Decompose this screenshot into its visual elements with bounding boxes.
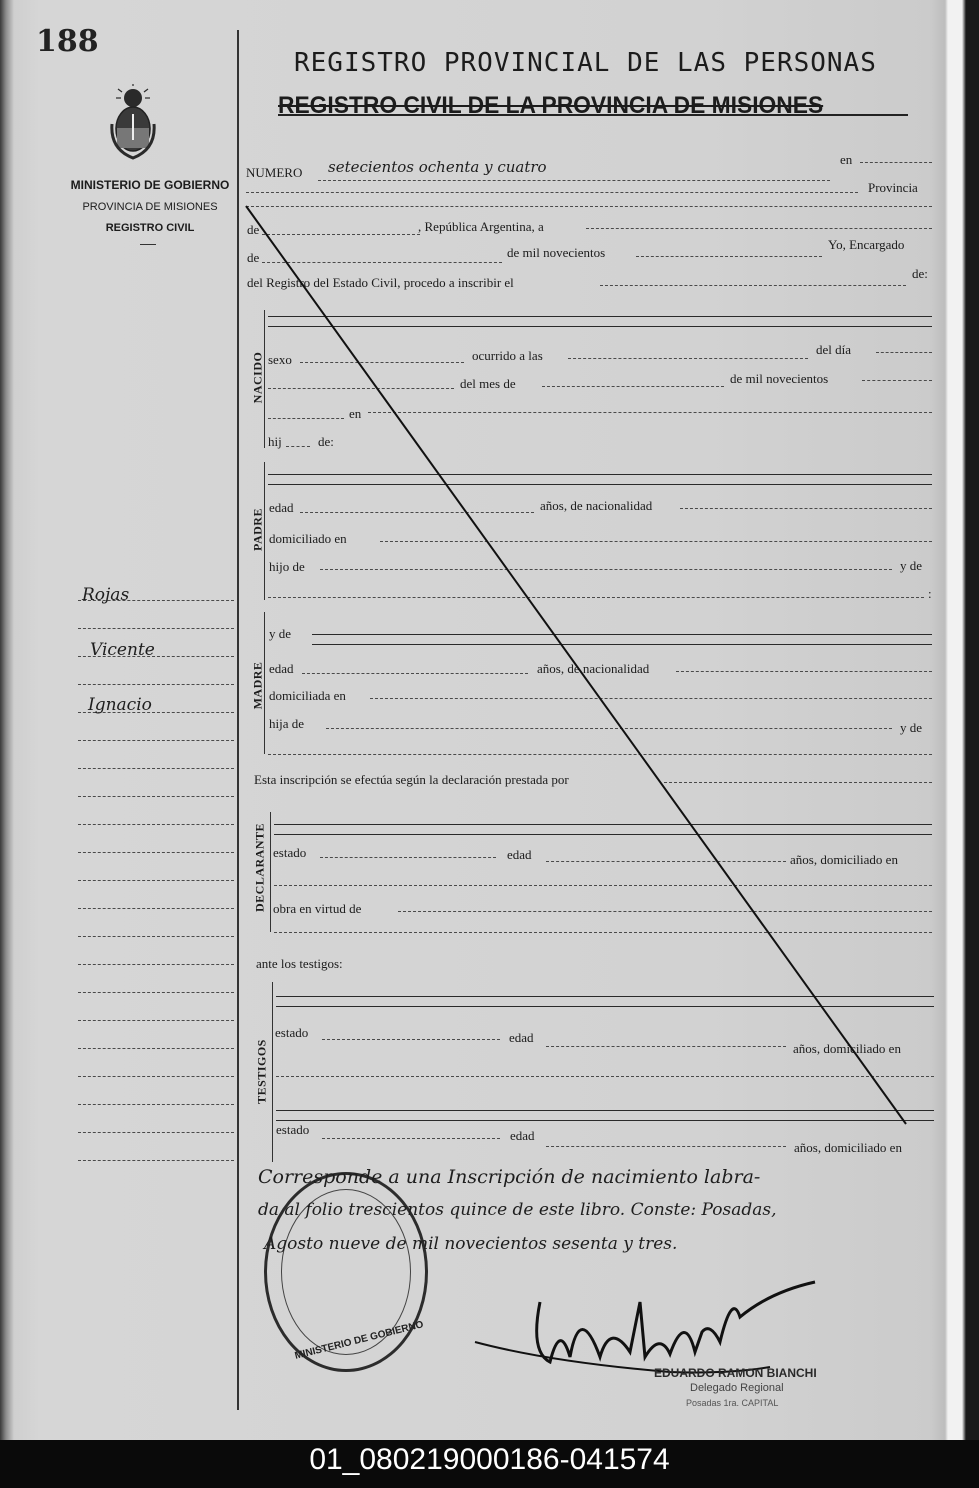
ministry-registry: REGISTRO CIVIL: [105, 222, 195, 234]
section-madre: MADRE: [250, 661, 265, 710]
numero-label: NUMERO: [246, 165, 303, 180]
ministry-province: PROVINCIA DE MISIONES: [82, 201, 218, 213]
note-line-1: Corresponde a una Inscripción de nacimiento labra-: [258, 1166, 761, 1188]
seal-text: MINISTERIO DE GOBIERNO: [293, 1319, 425, 1362]
signatory-role: Delegado Regional: [690, 1382, 784, 1394]
signatory-name: EDUARDO RAMON BIANCHI: [654, 1366, 817, 1380]
section-testigos: TESTIGOS: [254, 1039, 269, 1104]
section-padre: PADRE: [250, 508, 265, 551]
margin-surname: Rojas: [82, 585, 130, 605]
document-id: 01_080219000186-041574: [309, 1443, 670, 1476]
margin-second-name: Ignacio: [88, 695, 152, 715]
document-page: 188 MINISTERIO DE GOBIERNO PROVINCIA DE MISIONES REGISTRO CIVIL Rojas Vicente Ignacio REGISTRO PROVINCIAL DE LAS PERSONAS REGISTRO CIVIL DE LA PROVINCIA DE MISIONES NUMERO setecientos ochenta y cuatro en Provincia de , República Argentina, a de de mil novecientos Yo, Encargado del Registro del Estado Civil, procedo a inscribir el de: NACIDO sexo ocurrido a las del día del mes de de mil novecientos en hij de: PADRE edad años, de nacionalidad domiciliado en hijo de y de : MADRE y de edad años, de nacionalidad domiciliada en hija de y de Esta inscripción se efectúa según la declaración prestada por DECLARANTE estado edad años, domiciliado en obra en virtud de ante los testigos: TESTIGOS estado edad años, domiciliado en estado edad años, domiciliado en MINISTERIO DE GOBIERNO Corresponde a una Inscripción de nacimiento labra- da al folio trescientos quince de este libro. Conste: Posadas, Agosto nueve de mil novecientos sesenta y tres. EDUARDO RAMON BIANCHI Delegado Regional Posadas 1ra. CAPITAL: [0, 0, 979, 1440]
note-line-2: da al folio trescientos quince de este libro. Conste: Posadas,: [258, 1200, 777, 1220]
note-line-3: Agosto nueve de mil novecientos sesenta y tres.: [264, 1234, 678, 1254]
header-struck-title: REGISTRO CIVIL DE LA PROVINCIA DE MISIONES: [278, 92, 824, 119]
page-number: 188: [36, 24, 99, 59]
ministry-name: MINISTERIO DE GOBIERNO: [70, 178, 230, 192]
numero-value: setecientos ochenta y cuatro: [328, 158, 547, 176]
signatory-place: Posadas 1ra. CAPITAL: [686, 1398, 779, 1408]
signature-icon: [470, 1262, 820, 1382]
header-title: REGISTRO PROVINCIAL DE LAS PERSONAS: [294, 48, 877, 78]
section-declarante: DECLARANTE: [252, 823, 267, 913]
margin-first-name: Vicente: [90, 640, 155, 660]
section-nacido: NACIDO: [250, 351, 265, 404]
